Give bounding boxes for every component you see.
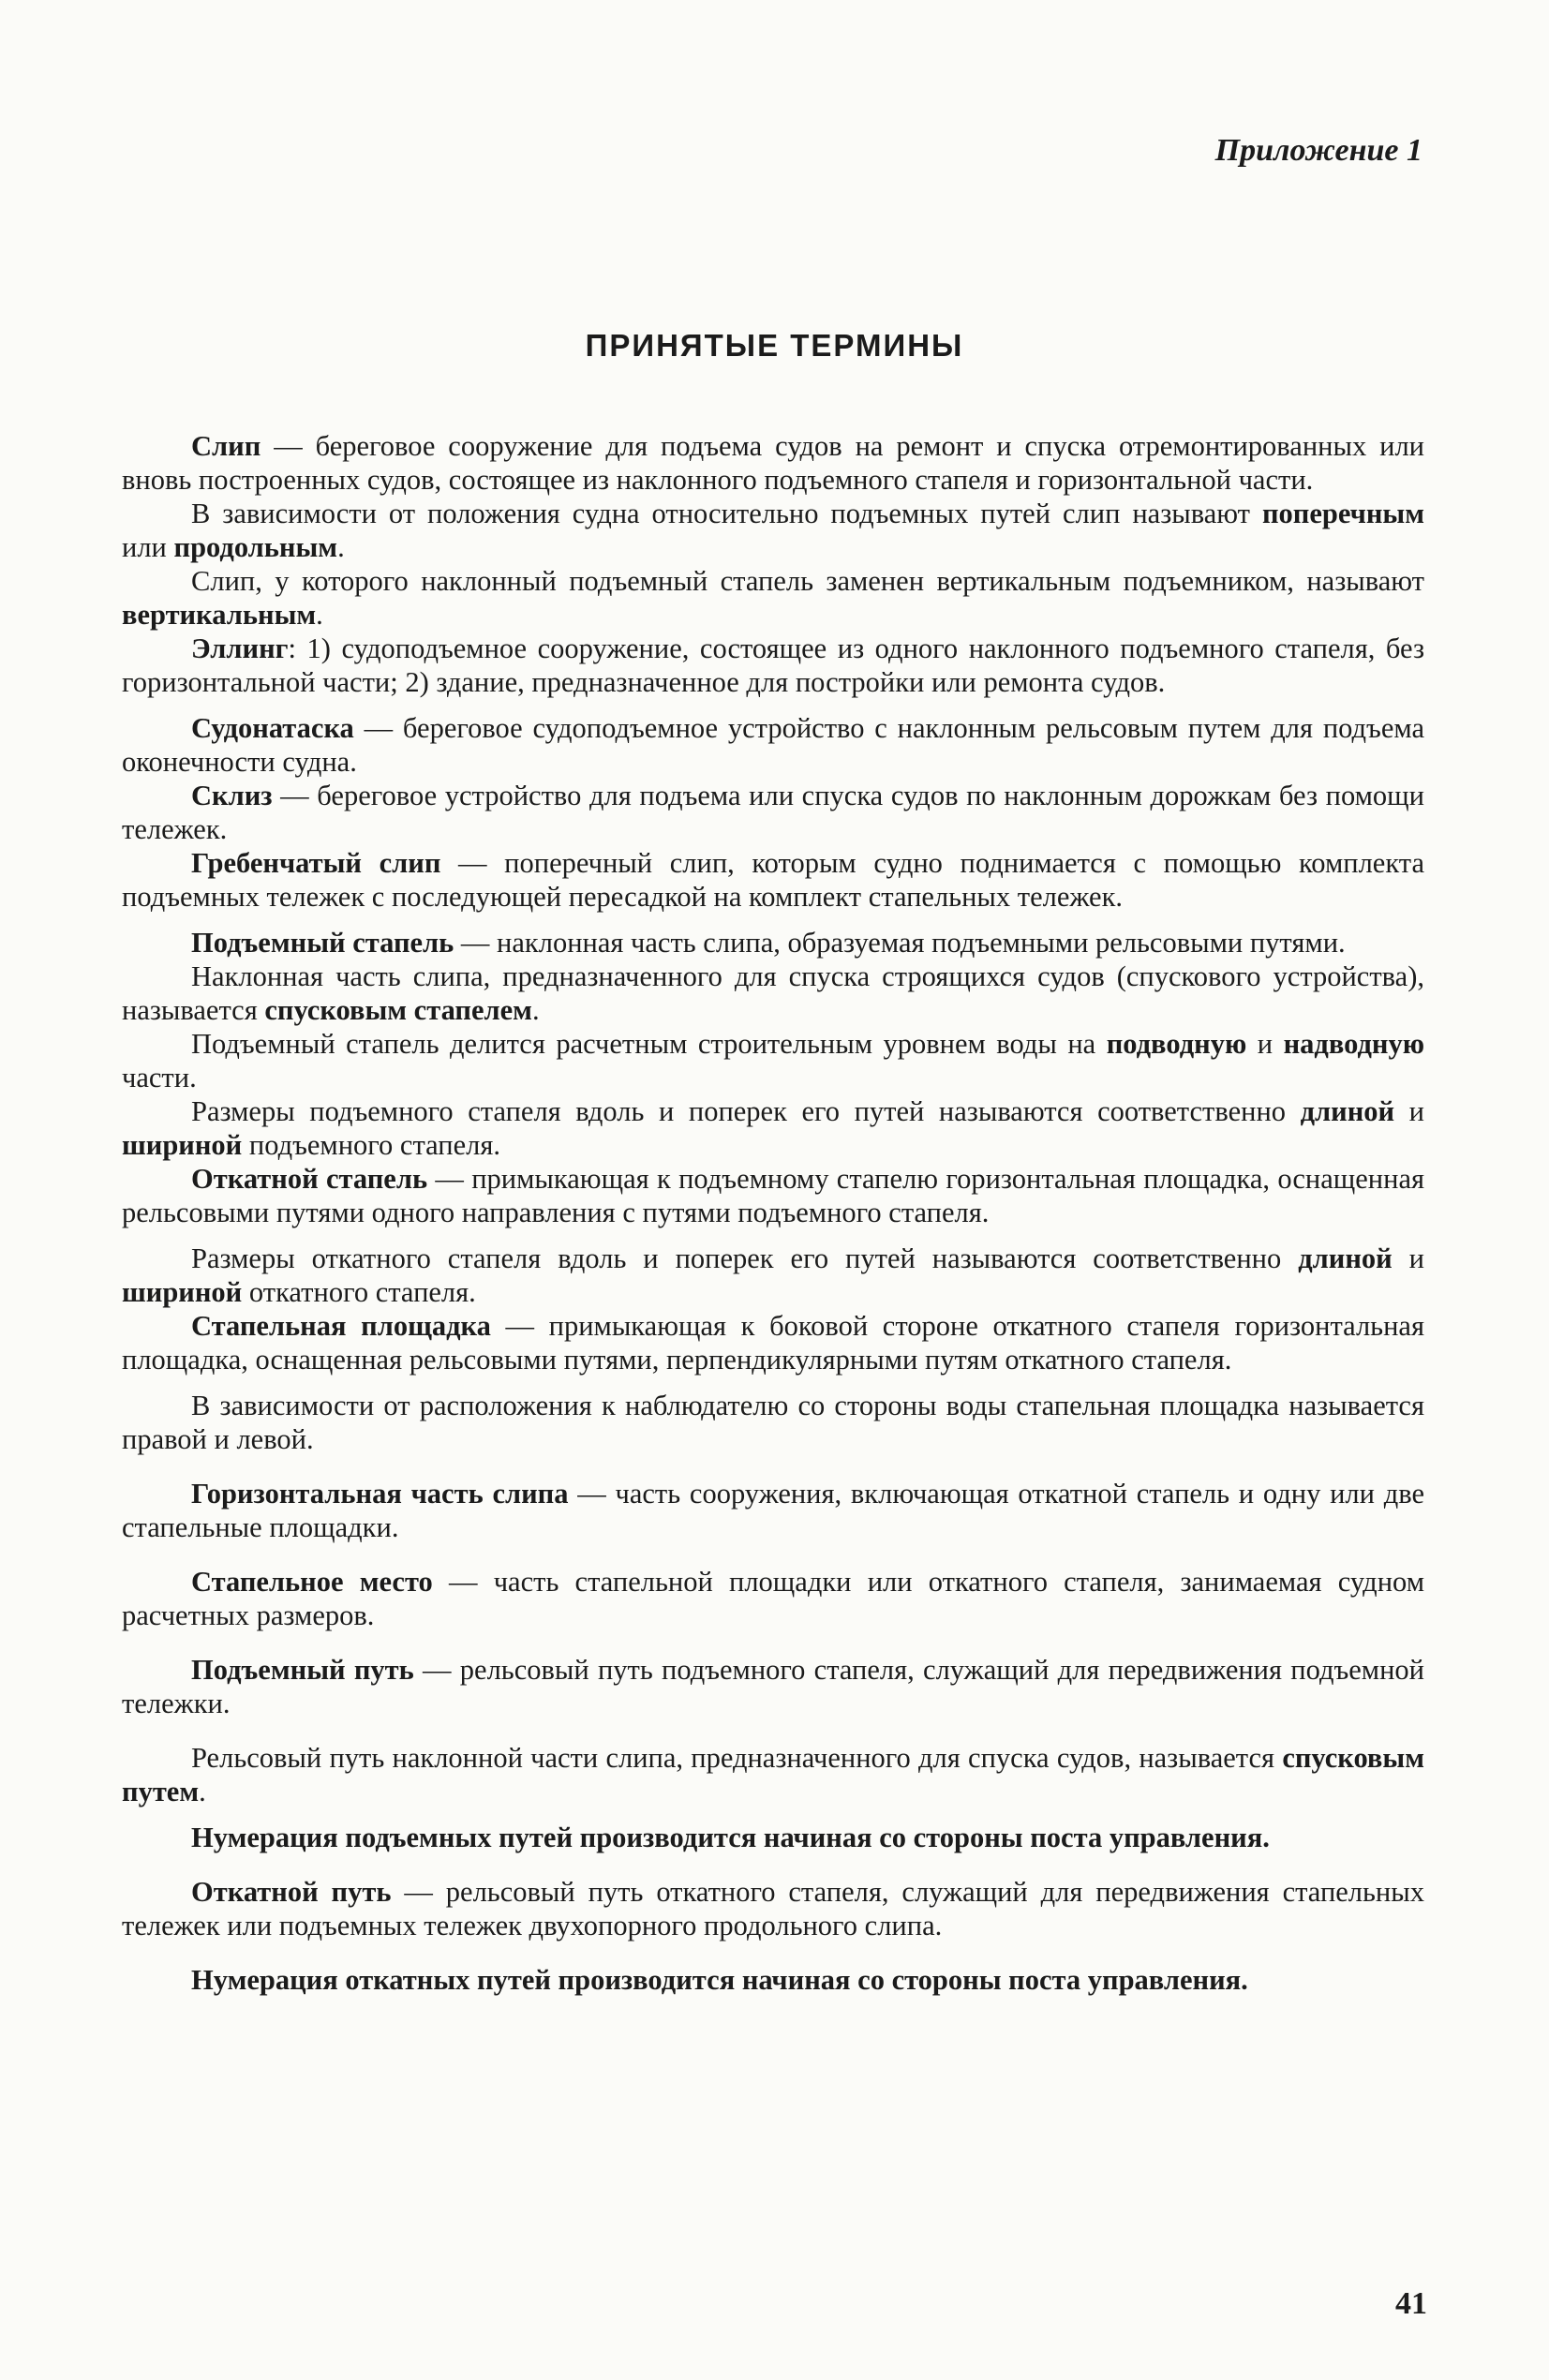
text: .: [199, 1776, 206, 1807]
paragraph: [122, 564, 1424, 632]
paragraph: [122, 497, 1424, 564]
bold-term: продольным: [173, 531, 338, 563]
term-paragraph: [122, 632, 1424, 699]
paragraph: В зависимости от расположения к наблюдателю со стороны воды стапельная площадка называется правой и левой.: [122, 1390, 1424, 1455]
text: откатного стапеля.: [242, 1276, 476, 1308]
page-number: 41: [1395, 2286, 1427, 2321]
term-name: Склиз: [191, 780, 273, 811]
term-name: Откатной путь: [191, 1876, 392, 1908]
term-name: Стапельная площадка: [191, 1310, 491, 1342]
term-name: Судонатаска: [191, 712, 354, 744]
term-definition: — береговое устройство для подъема или спуска судов по наклонным дорожкам без помощи тележек.: [122, 780, 1424, 845]
term-name: Эллинг: [191, 632, 289, 664]
paragraph: [122, 1242, 1424, 1309]
term-paragraph: [122, 1565, 1424, 1632]
text: Слип, у которого наклонный подъемный стапель заменен вертикальным подъемником, называют: [191, 565, 1424, 597]
text: Подъемный стапель делится расчетным строительным уровнем воды на: [191, 1028, 1107, 1060]
text: подъемного стапеля.: [242, 1129, 501, 1161]
term-definition: — наклонная часть слипа, образуемая подъемными рельсовыми путями.: [454, 927, 1346, 959]
term-paragraph: [122, 1653, 1424, 1720]
text: и: [1392, 1242, 1424, 1274]
term-definition: — примыкающая к боковой стороне откатного стапеля горизонтальная площадка, оснащенная рельсовыми путями, перпендикулярными путям откатного стапеля.: [122, 1310, 1424, 1376]
term-definition: — рельсовый путь подъемного стапеля, служащий для передвижения подъемной тележки.: [122, 1654, 1425, 1719]
bold-term: подводную: [1106, 1028, 1247, 1060]
term-definition: : 1) судоподъемное сооружение, состоящее из одного наклонного подъемного стапеля, без горизонтальной части; 2) здание, предназначенное для постройки или ремонта судов.: [122, 632, 1424, 698]
text: Размеры откатного стапеля вдоль и поперек его путей называются соответственно: [191, 1242, 1299, 1274]
term-definition: — рельсовый путь откатного стапеля, служащий для передвижения стапельных тележек или подъемных тележек двухопорного продольного слипа.: [122, 1876, 1425, 1941]
text: .: [337, 531, 345, 563]
bold-term: спусковым стапелем: [264, 994, 532, 1026]
term-paragraph: [122, 1162, 1424, 1229]
term-definition: — береговое сооружение для подъема судов на ремонт и спуска отремонтированных или вновь построенных судов, состоящее из наклонного подъемного стапеля и горизонтальной части.: [122, 430, 1424, 496]
term-paragraph: [122, 779, 1424, 846]
text: Наклонная часть слипа, предназначенного для спуска строящихся судов (спускового устройства), называется: [122, 960, 1424, 1026]
text: и: [1246, 1028, 1284, 1060]
term-name: Подъемный стапель: [191, 927, 454, 959]
page-title: ПРИНЯТЫЕ ТЕРМИНЫ: [585, 328, 964, 363]
paragraph: [122, 959, 1424, 1027]
term-definition: — поперечный слип, которым судно поднимается с помощью комплекта подъемных тележек с последующей пересадкой на комплект стапельных тележек.: [122, 847, 1424, 913]
term-name: Горизонтальная часть слипа: [191, 1478, 569, 1510]
bold-term: поперечным: [1261, 498, 1424, 529]
text: Размеры подъемного стапеля вдоль и поперек его путей называются соответственно: [191, 1095, 1301, 1127]
bold-term: длиной: [1300, 1095, 1395, 1127]
term-paragraph: [122, 1875, 1424, 1942]
text: или: [122, 531, 174, 563]
bold-term: надводную: [1283, 1028, 1425, 1060]
paragraph: [122, 1094, 1424, 1162]
term-name: Слип: [191, 430, 261, 462]
paragraph: [122, 1741, 1424, 1808]
paragraph: Нумерация подъемных путей производится начиная со стороны поста управления.: [191, 1822, 1270, 1853]
term-paragraph: [122, 1477, 1424, 1544]
text: В зависимости от положения судна относительно подъемных путей слип называют: [191, 498, 1262, 529]
text: и: [1394, 1095, 1424, 1127]
paragraph: [122, 1027, 1424, 1094]
term-name: Стапельное место: [191, 1566, 433, 1598]
term-definition: — береговое судоподъемное устройство с наклонным рельсовым путем для подъема оконечности судна.: [122, 712, 1424, 778]
term-paragraph: [122, 1309, 1424, 1376]
term-definition: — часть сооружения, включающая откатной стапель и одну или две стапельные площадки.: [122, 1478, 1424, 1543]
term-definition: — примыкающая к подъемному стапелю горизонтальная площадка, оснащенная рельсовыми путями одного направления с путями подъемного стапеля.: [122, 1163, 1425, 1228]
appendix-label: Приложение 1: [1214, 133, 1422, 168]
text: части.: [122, 1062, 197, 1093]
terms-body: [122, 429, 1424, 1997]
term-paragraph: [122, 711, 1424, 779]
text: Рельсовый путь наклонной части слипа, предназначенного для спуска судов, называется: [191, 1742, 1283, 1774]
bold-term: спусковым путем: [122, 1742, 1424, 1807]
bold-term: длиной: [1298, 1242, 1393, 1274]
paragraph: Нумерация откатных путей производится начиная со стороны поста управления.: [191, 1964, 1248, 1996]
term-name: Подъемный путь: [191, 1654, 414, 1686]
term-name: Откатной стапель: [191, 1163, 428, 1195]
term-name: Гребенчатый слип: [191, 847, 441, 879]
text: .: [531, 994, 540, 1026]
text: .: [316, 599, 323, 631]
bold-term: шириной: [122, 1276, 243, 1308]
term-paragraph: [122, 429, 1424, 497]
bold-term: шириной: [122, 1129, 243, 1161]
bold-term: вертикальным: [122, 599, 317, 631]
term-paragraph: [122, 846, 1424, 914]
term-paragraph: [122, 926, 1424, 959]
term-definition: — часть стапельной площадки или откатного стапеля, занимаемая судном расчетных размеров.: [122, 1566, 1424, 1631]
